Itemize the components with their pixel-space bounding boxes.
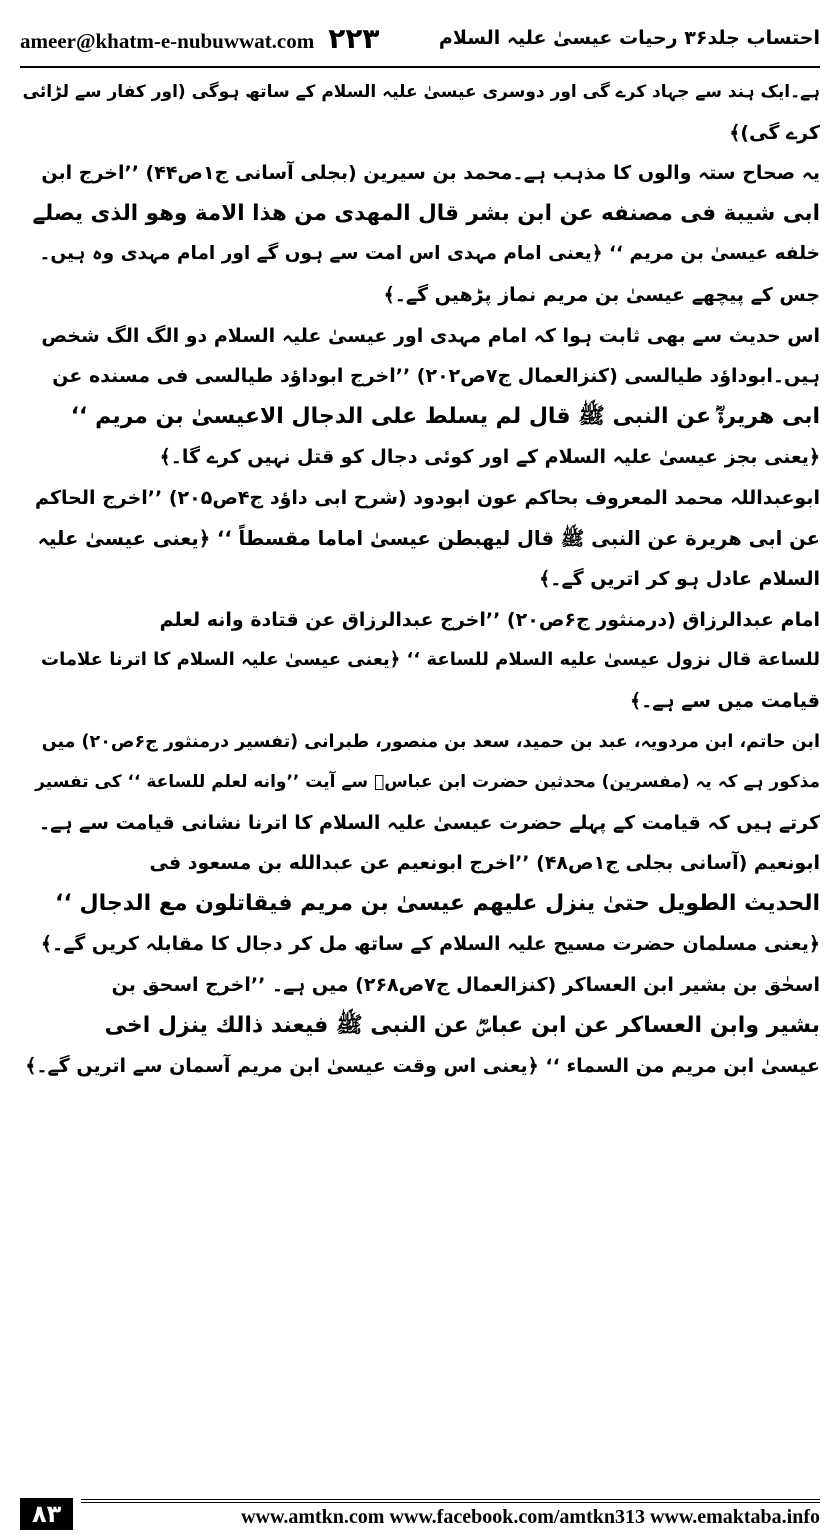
text-line: خلفه عیسیٰ بن مریم ‘‘ ﴿یعنی امام مہدی اس امت سے ہوں گے اور امام مہدی وہ ہیں۔ — [39, 243, 820, 265]
text-line: ابونعیم (آسانی بجلی ج۱ص۴۸) ’’اخرج ابونعیم عن عبدالله بن مسعود فی — [149, 852, 820, 875]
text-line: ابن حاتم، ابن مردویہ، عبد بن حمید، سعد بن منصور، طبرانی (تفسیر درمنثور ج۶ص۲۰) میں — [41, 731, 820, 752]
text-line: جس کے پیچھے عیسیٰ بن مریم نماز پڑھیں گے۔﴾ — [383, 283, 820, 306]
page-header — [20, 16, 820, 60]
header-divider — [20, 66, 820, 68]
text-line: امام عبدالرزاق (درمنثور ج۶ص۲۰) ’’اخرج عبدالرزاق عن قتادة وانه لعلم — [159, 608, 820, 631]
text-line: اسحٰق بن بشیر ابن العساکر (کنزالعمال ج۷ص۲۶۸) میں ہے۔ ’’اخرج اسحق بن — [111, 974, 820, 997]
text-line: کرتے ہیں کہ قیامت کے پہلے حضرت عیسیٰ علیہ السلام کا اترنا نشانی قیامت سے ہے۔ — [39, 811, 820, 834]
footer-page-number: ۸۳ — [20, 1498, 73, 1530]
text-line: للساعة قال نزول عیسیٰ علیه السلام للساعة ‘‘ ﴿یعنی عیسیٰ علیہ السلام کا اترنا علامات — [41, 649, 820, 671]
text-line: بشیر وابن العساکر عن ابن عباسؓ عن النبی ﷺ فیعند ذالك ینزل اخی — [104, 1012, 820, 1038]
text-line: ﴿یعنی مسلمان حضرت مسیح علیہ السلام کے ساتھ مل کر دجال کا مقابلہ کریں گے۔﴾ — [40, 933, 820, 956]
page-footer — [20, 1498, 820, 1530]
footer-url-block — [81, 1499, 820, 1529]
text-line: الحدیث الطویل حتیٰ ینزل علیهم عیسیٰ بن مریم فیقاتلون مع الدجال ‘‘ — [55, 890, 820, 916]
text-line: ﴿یعنی بجز عیسیٰ علیہ السلام کے اور کوئی دجال کو قتل نہیں کرے گا۔﴾ — [159, 446, 820, 469]
text-line: عن ابی هریرة عن النبی ﷺ قال لیهبطن عیسیٰ اماما مقسطاً ‘‘ ﴿یعنی عیسیٰ علیہ — [37, 526, 820, 550]
header-page-number: ۲۲۳ — [328, 21, 380, 55]
text-line: عیسیٰ ابن مریم من السماء ‘‘ ﴿یعنی اس وقت عیسیٰ ابن مریم آسمان سے اتریں گے۔﴾ — [25, 1055, 820, 1078]
text-line: مذکور ہے کہ یہ (مفسرین) محدثین حضرت ابن عباسؓ سے آیت ’’وانه لعلم للساعة ‘‘ کی تفسیر — [35, 772, 820, 793]
header-title: احتساب جلد۳۶ رحیات عیسیٰ علیہ السلام — [438, 27, 820, 49]
text-line: ابوعبداللہ محمد المعروف بحاکم عون ابودود (شرح ابی داؤد ج۴ص۲۰۵) ’’اخرج الحاکم — [35, 486, 820, 509]
text-line: ابی شیبة فی مصنفه عن ابن بشر قال المهدی من هذا الامة وهو الذی یصلے — [32, 200, 820, 226]
footer-urls[interactable]: www.amtkn.com www.facebook.com/amtkn313 www.emaktaba.info — [241, 1506, 820, 1528]
text-line: السلام عادل ہو کر اتریں گے۔﴾ — [539, 568, 820, 591]
text-line: ہے۔ایک ہند سے جہاد کرے گی اور دوسری عیسیٰ علیہ السلام کے ساتھ ہوگی (اور کفار سے لڑائی — [22, 82, 820, 102]
body-text — [20, 72, 820, 1087]
header-left — [20, 22, 380, 55]
text-line: ہیں۔ابوداؤد طیالسی (کنزالعمال ج۷ص۲۰۲) ’’اخرج ابوداؤد طیالسی فی مسنده عن — [52, 365, 820, 388]
text-line: اس حدیث سے بھی ثابت ہوا کہ امام مہدی اور عیسیٰ علیہ السلام دو الگ الگ شخص — [41, 324, 820, 347]
text-line: کرے گی)﴾ — [729, 121, 820, 144]
text-line: ابی هریرةؓ عن النبی ﷺ قال لم یسلط علی الدجال الاعیسیٰ بن مریم ‘‘ — [70, 403, 820, 429]
footer-divider — [81, 1499, 820, 1503]
text-line: یہ صحاح ستہ والوں کا مذہب ہے۔محمد بن سیرین (بجلی آسانی ج۱ص۴۴) ’’اخرج ابن — [41, 162, 820, 185]
header-email[interactable]: ameer@khatm-e-nubuwwat.com — [20, 28, 315, 53]
text-line: قیامت میں سے ہے۔﴾ — [629, 689, 820, 712]
